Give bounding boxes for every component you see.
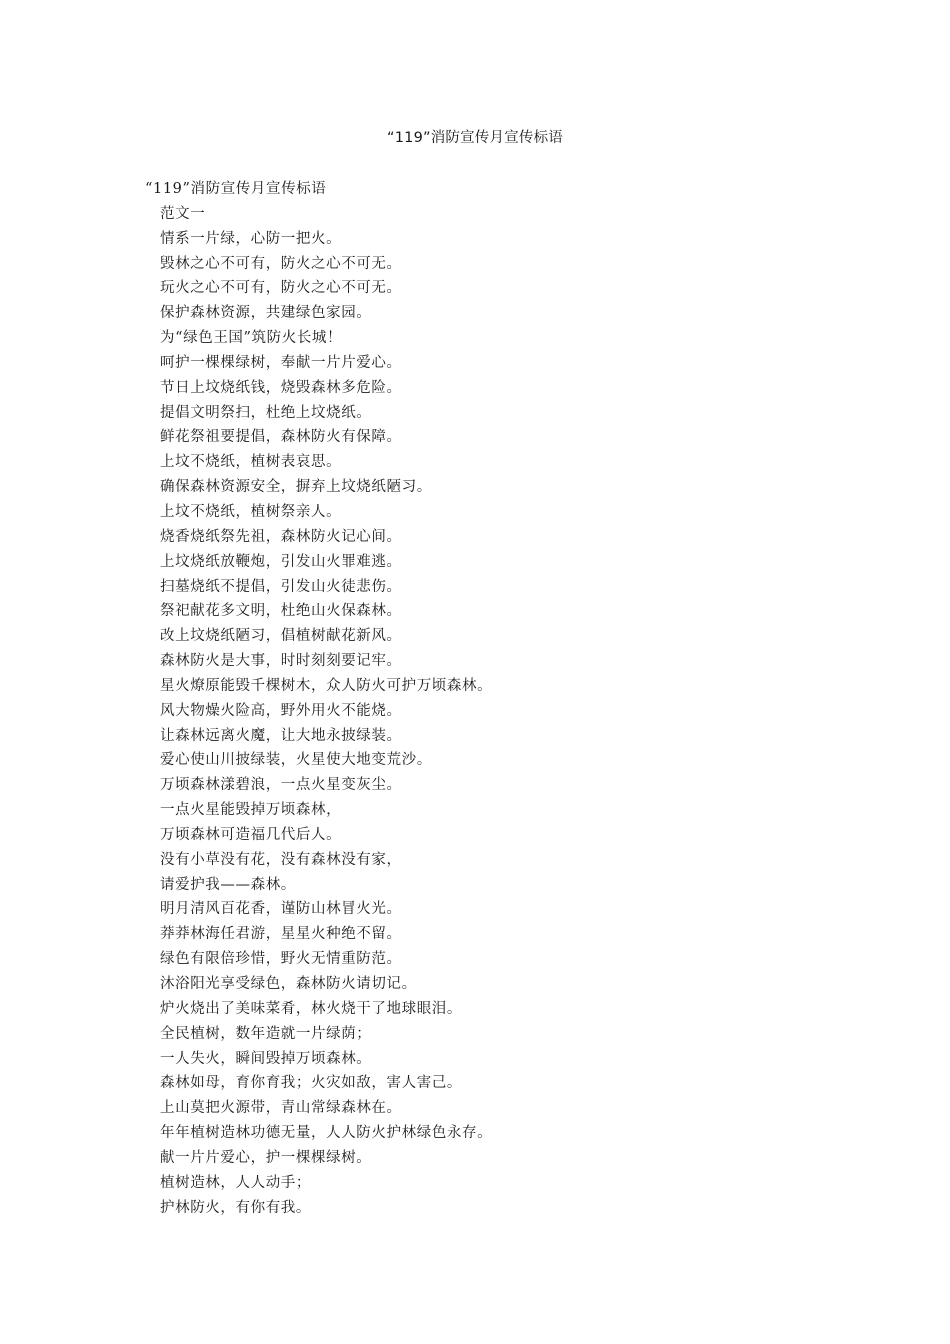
slogan-line: 玩火之心不可有，防火之心不可无。: [160, 280, 402, 297]
slogan-line: 提倡文明祭扫，杜绝上坟烧纸。: [160, 404, 372, 421]
slogan-line: 绿色有限倍珍惜，野火无情重防范。: [160, 951, 402, 968]
slogan-line: 毁林之心不可有，防火之心不可无。: [160, 255, 402, 272]
slogan-line: 范文一: [160, 205, 206, 222]
slogan-line: 节日上坟烧纸钱，烧毁森林多危险。: [160, 379, 402, 396]
slogan-line: 万顷森林可造福几代后人。: [160, 826, 342, 843]
slogan-line: 上坟不烧纸，植树表哀思。: [160, 454, 342, 471]
slogan-line: 森林如母，育你育我；火灾如敌，害人害己。: [160, 1075, 462, 1092]
slogan-line: 上坟不烧纸，植树祭亲人。: [160, 503, 342, 520]
slogan-line: 炉火烧出了美味菜肴，林火烧干了地球眼泪。: [160, 1000, 462, 1017]
slogan-line: 沐浴阳光享受绿色，森林防火请切记。: [160, 976, 417, 992]
slogan-line: 请爱护我——森林。: [160, 876, 296, 893]
slogan-line: 明月清风百花香，谨防山林冒火光。: [160, 901, 402, 918]
slogan-line: 爱心使山川披绿装，火星使大地变荒沙。: [160, 752, 432, 769]
slogan-line: 保护森林资源，共建绿色家园。: [160, 305, 372, 322]
slogan-line: 呵护一棵棵绿树，奉献一片片爱心。: [160, 354, 402, 371]
slogan-line: 献一片片爱心，护一棵棵绿树。: [160, 1149, 372, 1166]
slogan-line: 情系一片绿，心防一把火。: [160, 230, 342, 247]
slogan-line: 祭祀献花多文明，杜绝山火保森林。: [160, 603, 402, 620]
slogan-line: 没有小草没有花，没有森林没有家，: [160, 851, 402, 868]
slogan-line: 护林防火，有你有我。: [160, 1199, 311, 1216]
body-heading: “119”消防宣传月宣传标语: [145, 181, 327, 197]
slogan-line: 植树造林，人人动手；: [160, 1174, 311, 1191]
slogan-line: 上坟烧纸放鞭炮，引发山火罪难逃。: [160, 553, 402, 570]
slogan-line: 烧香烧纸祭先祖，森林防火记心间。: [160, 528, 402, 545]
slogan-line: 为“绿色王国”筑防火长城！: [160, 330, 343, 347]
slogan-line: 全民植树，数年造就一片绿荫；: [160, 1025, 372, 1042]
slogan-line: 一点火星能毁掉万顷森林，: [160, 802, 342, 819]
slogan-line: 风大物燥火险高，野外用火不能烧。: [160, 702, 402, 719]
document-body: [145, 177, 825, 1220]
slogan-line: 森林防火是大事，时时刻刻要记牢。: [160, 653, 402, 670]
slogan-line: 确保森林资源安全，摒弃上坟烧纸陋习。: [160, 479, 432, 496]
slogan-line: 鲜花祭祖要提倡，森林防火有保障。: [160, 429, 402, 446]
slogan-line: 扫墓烧纸不提倡，引发山火徒悲伤。: [160, 578, 402, 595]
slogan-line: 让森林远离火魔，让大地永披绿装。: [160, 727, 402, 744]
slogan-line: 莽莽林海任君游，星星火种绝不留。: [160, 926, 402, 943]
slogan-line: 改上坟烧纸陋习，倡植树献花新风。: [160, 628, 402, 645]
slogan-line: 星火燎原能毁千棵树木，众人防火可护万顷森林。: [160, 677, 493, 694]
document-title: “119”消防宣传月宣传标语: [387, 130, 563, 146]
slogan-line: 上山莫把火源带，青山常绿森林在。: [160, 1100, 402, 1117]
slogan-line: 年年植树造林功德无量，人人防火护林绿色永存。: [160, 1125, 493, 1142]
slogan-line: 一人失火，瞬间毁掉万顷森林。: [160, 1050, 372, 1067]
slogan-line: 万顷森林漾碧浪，一点火星变灰尘。: [160, 777, 402, 794]
